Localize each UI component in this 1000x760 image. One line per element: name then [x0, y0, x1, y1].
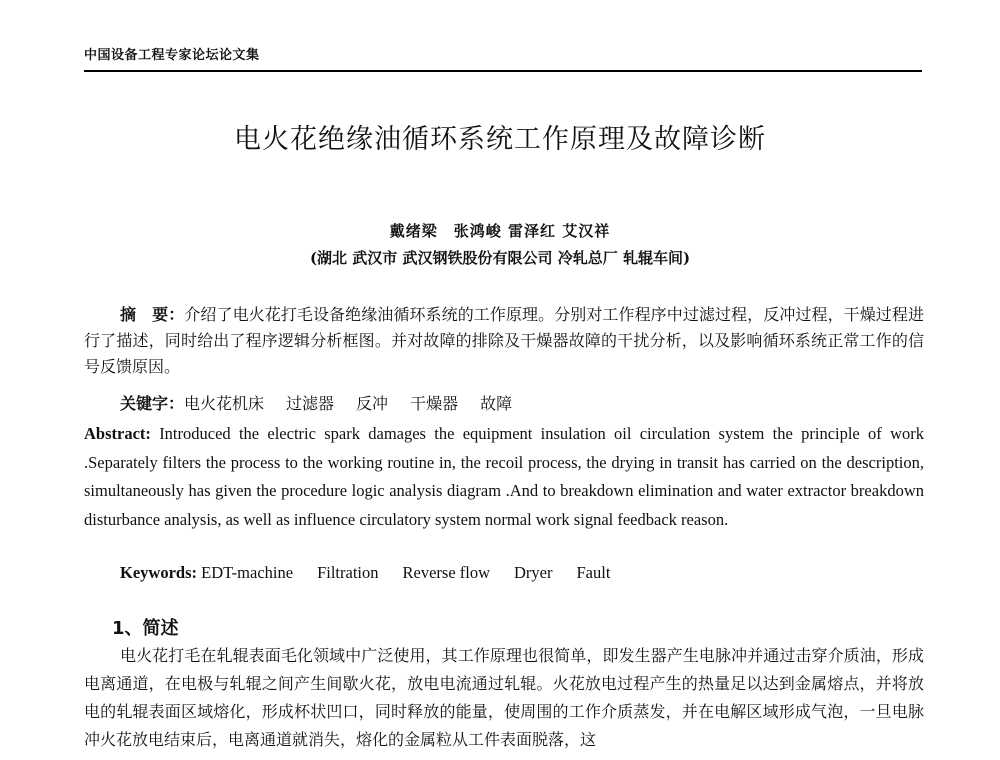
- running-header: 中国设备工程专家论坛论文集: [84, 48, 260, 63]
- paper-title: 电火花绝缘油循环系统工作原理及故障诊断: [234, 124, 766, 155]
- abstract-cn-text: 介绍了电火花打毛设备绝缘油循环系统的工作原理。分别对工作程序中过滤过程，反冲过程，干燥过程进行了描述，同时给出了程序逻辑分析框图。并对故障的排除及干燥器故障的干扰分析，以及影响循环系统正常工作的信号反馈原因。: [84, 305, 924, 376]
- keyword-cn-item: 过滤器: [286, 394, 335, 413]
- keywords-cn-label: 关键字：: [120, 394, 185, 413]
- abstract-cn-label: 摘 要：: [120, 305, 185, 324]
- keyword-cn-item: 干燥器: [410, 394, 459, 413]
- keyword-cn-item: 故障: [480, 394, 513, 413]
- keywords-en-label: Keywords:: [120, 563, 197, 582]
- keywords-cn: [120, 391, 534, 414]
- keyword-en-item: Reverse flow: [402, 563, 491, 582]
- section-heading: 1、简述: [112, 618, 179, 639]
- abstract-en-text: Introduced the electric spark damages the equipment insulation oil circulation system the principle of work .Separately filters the process to the working routine in, the recoil process, the drying in transit has carried on the description, simultaneously has given the procedure logic analysis diagram .And to breakdown elimination and water extractor breakdown disturbance analysis, as well as influence circulatory system normal work signal feedback reason.: [84, 424, 924, 529]
- abstract-en: [84, 420, 924, 534]
- keyword-en-item: EDT-machine: [201, 563, 294, 582]
- keyword-en-item: Dryer: [514, 563, 553, 582]
- keyword-en-item: Filtration: [317, 563, 379, 582]
- affiliation: (湖北 武汉市 武汉钢铁股份有限公司 冷轧总厂 轧辊车间): [309, 249, 691, 267]
- authors: 戴绪梁 张鸿峻 雷泽红 艾汉祥: [389, 222, 611, 240]
- keyword-cn-item: 反冲: [356, 394, 389, 413]
- abstract-en-label: Abstract:: [84, 424, 151, 443]
- abstract-cn: [84, 302, 924, 380]
- section-body: 电火花打毛在轧辊表面毛化领域中广泛使用，其工作原理也很简单，即发生器产生电脉冲并通过击穿介质油，形成电离通道，在电极与轧辊之间产生间歇火花，放电电流通过轧辊。火花放电过程产生的热量足以达到金属熔点，并将放电的轧辊表面区域熔化，形成杯状凹口，同时释放的能量，使周围的工作介质蒸发，并在电解区域形成气泡，一旦电脉冲火花放电结束后，电离通道就消失，熔化的金属粒从工件表面脱落，这: [84, 646, 924, 749]
- keyword-cn-item: 电火花机床: [184, 394, 265, 413]
- keyword-en-item: Fault: [576, 563, 611, 582]
- header-rule: [84, 70, 922, 72]
- keywords-en: [120, 563, 634, 583]
